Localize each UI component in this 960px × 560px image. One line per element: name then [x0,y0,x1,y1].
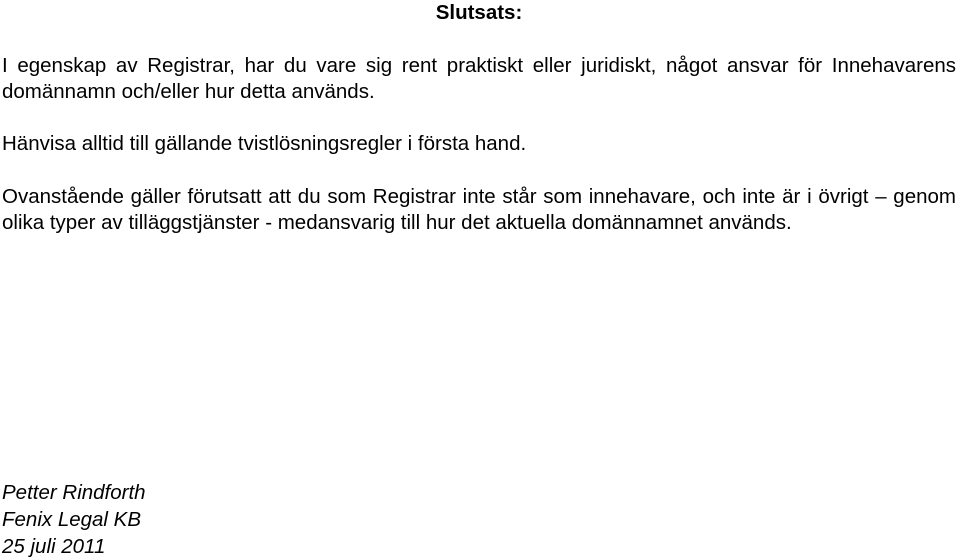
paragraph-conditions: Ovanstående gäller förutsatt att du som Registrar inte står som innehavare, och inte är i övrigt – genom olika typer av tilläggstjänster - medansvarig till hur det aktuella domännamnet används. [2,185,956,234]
heading-text: Slutsats: [435,1,523,24]
signature-date: 25 juli 2011 [2,535,106,558]
paragraph-dispute-rules: Hänvisa alltid till gällande tvistlösningsregler i första hand. [2,132,527,155]
signature-name: Petter Rindforth [2,481,146,504]
signature-block [2,479,146,560]
signature-company: Fenix Legal KB [2,508,142,531]
document-heading [0,0,960,26]
paragraph-registrar-responsibility: I egenskap av Registrar, har du vare sig rent praktiskt eller juridiskt, något ansvar för Innehavarens domännamn och/eller hur detta används. [2,54,956,103]
